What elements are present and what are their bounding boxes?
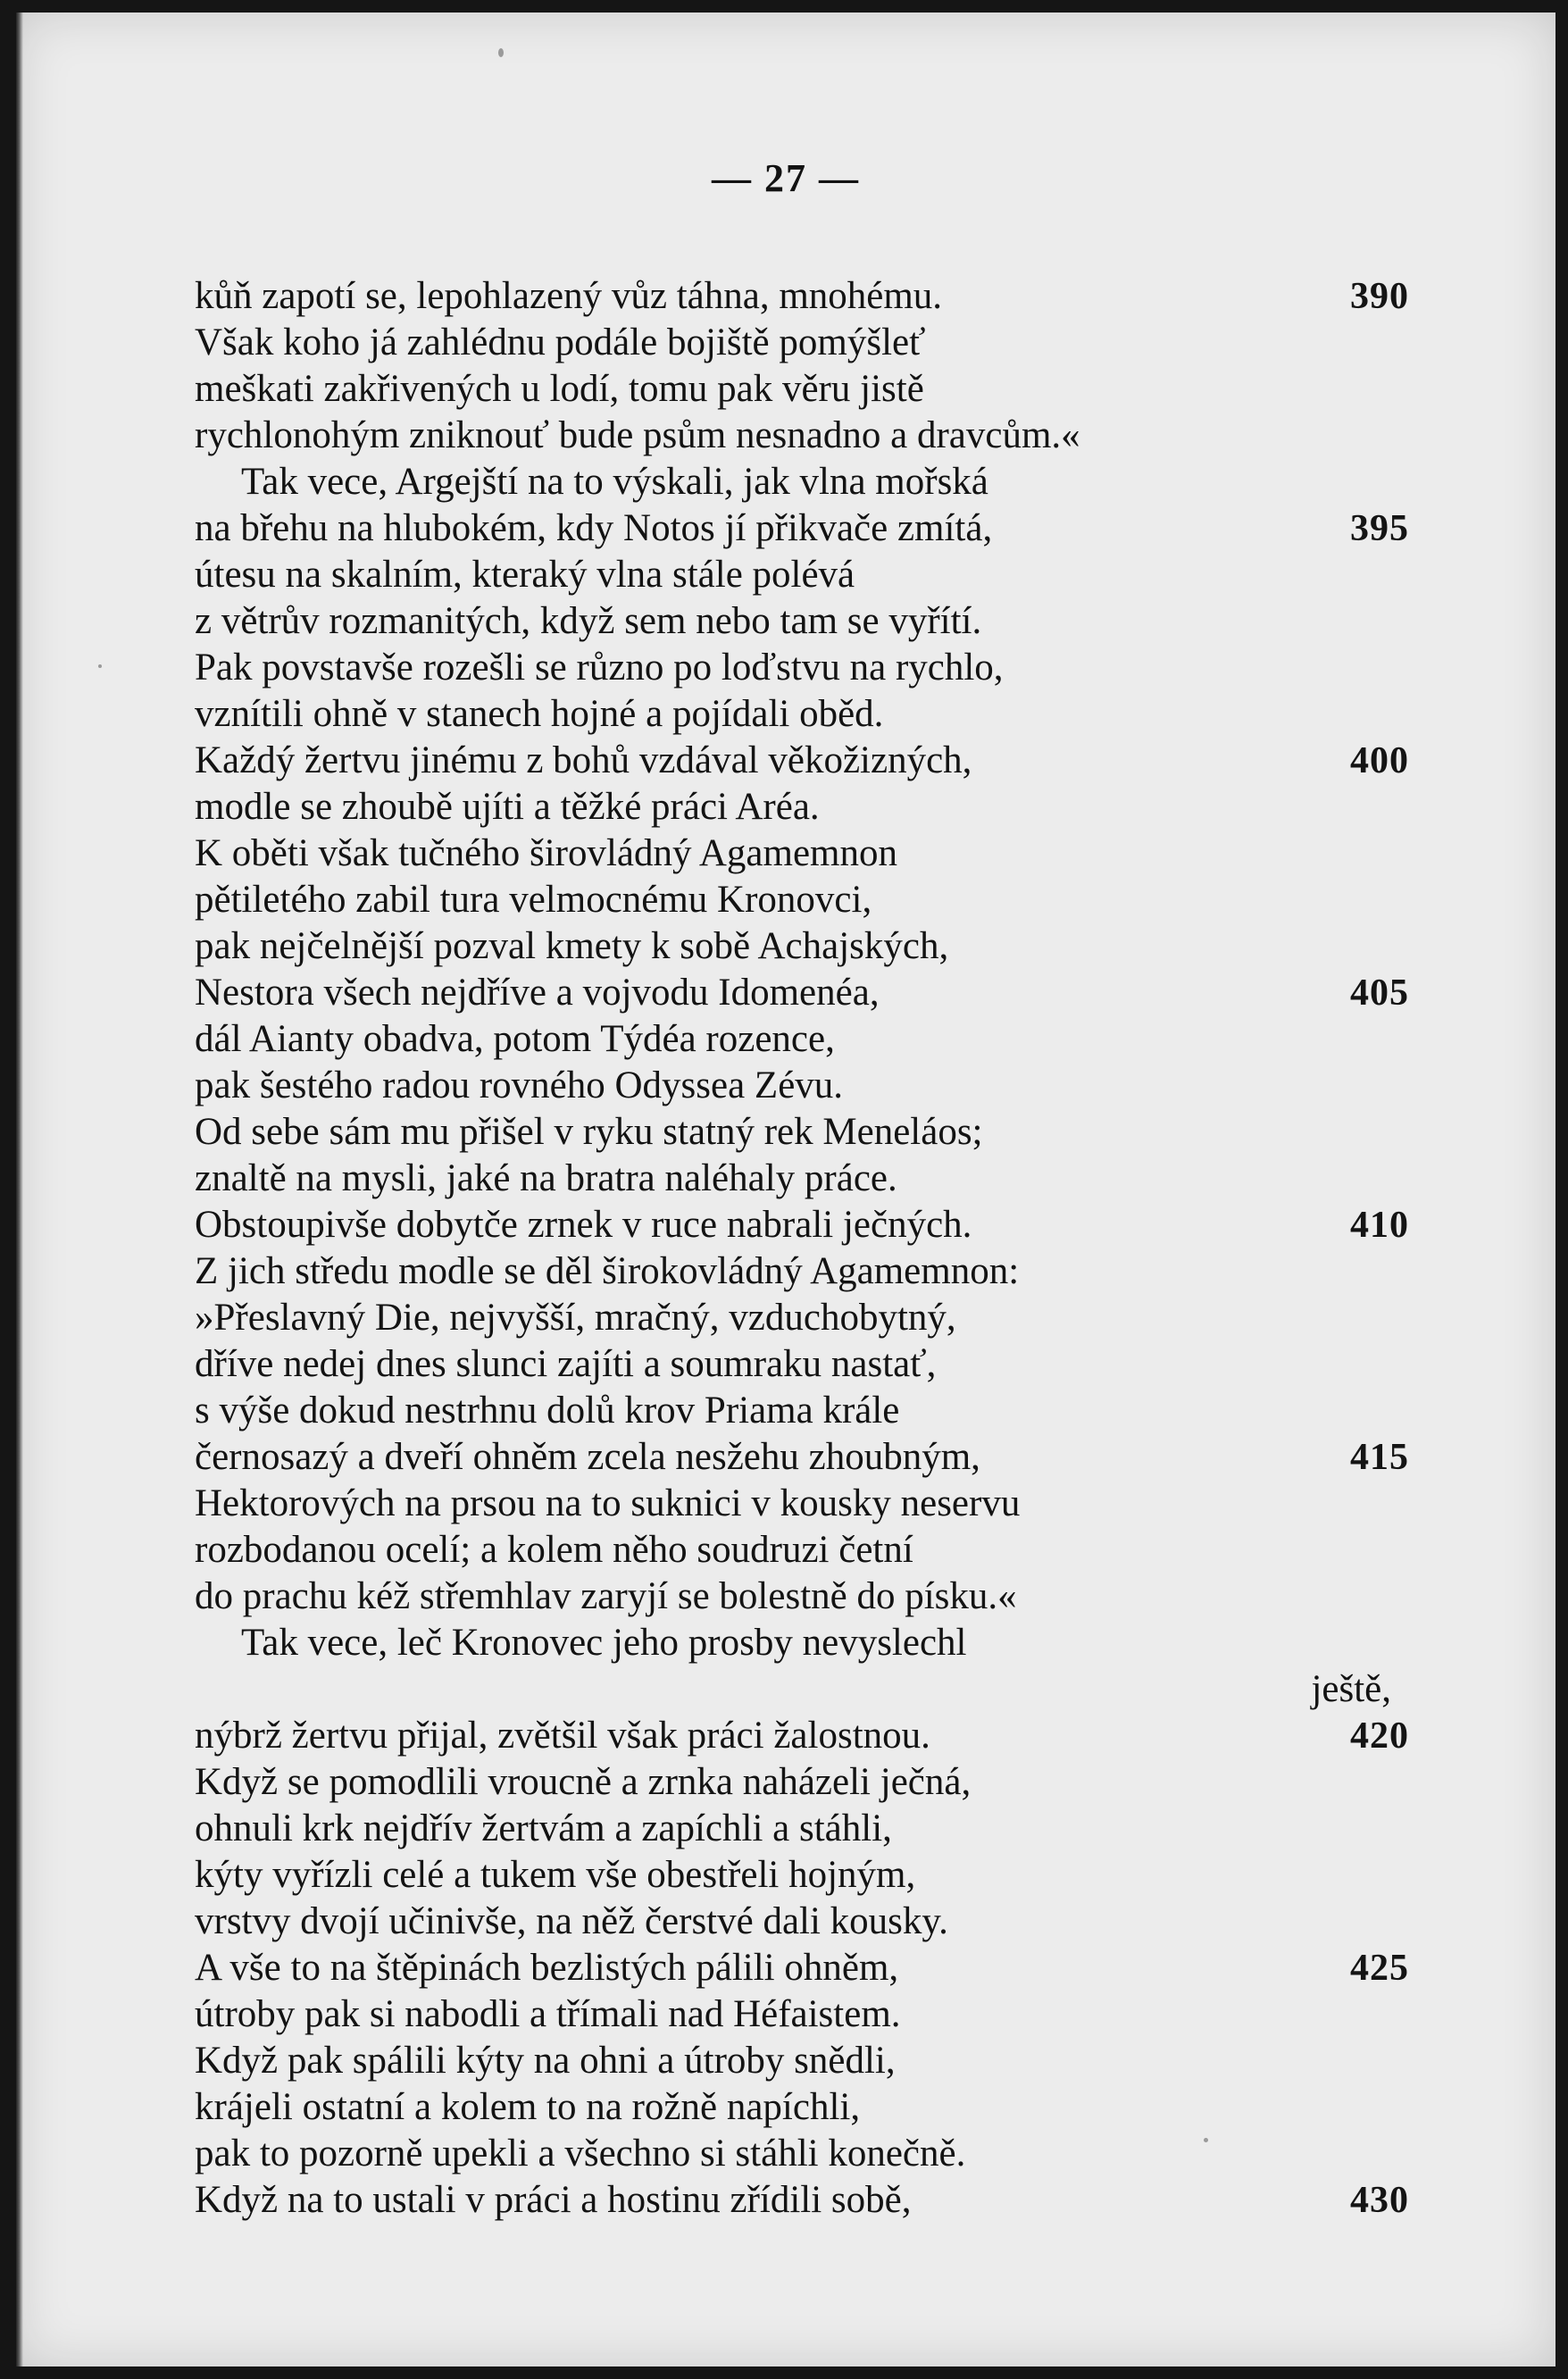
verse-line-text: rozbodanou ocelí; a kolem něho soudruzi četní [195,1529,913,1571]
verse-line-text: kýty vyřízli celé a tukem vše obestřeli hojným, [195,1854,916,1896]
line-number: 415 [1350,1437,1409,1478]
verse-line-text: rychlonohým zniknouť bude psům nesnadno a dravcům.« [195,414,1080,456]
verse-line-text: Obstoupivše dobytče zrnek v ruce nabrali ječných. [195,1204,972,1246]
verse-line-text: krájeli ostatní a kolem to na rožně napíchli, [195,2086,861,2128]
verse-line [195,1899,1391,1945]
verse-line-text: ohnuli krk nejdřív žertvám a zapíchli a stáhli, [195,1807,892,1849]
verse-line [195,784,1391,831]
verse-line-text: útroby pak si nabodli a třímali nad Héfaistem. [195,1993,901,2035]
verse-line [195,1759,1391,1806]
verse-line [195,2177,1409,2224]
verse-line [195,1806,1391,1852]
verse-line [195,691,1391,738]
verse-line [195,738,1409,784]
verse-line-text: z větrův rozmanitých, když sem nebo tam se vyřítí. [195,600,982,642]
verse-line [195,1945,1409,1991]
verse-line [195,1016,1391,1063]
verse-line [195,1481,1391,1527]
verse-line-text: pak šestého radou rovného Odyssea Zévu. [195,1064,844,1106]
verse-line [195,1666,1391,1713]
verse-line [195,598,1391,645]
verse-line-text: Z jich středu modle se děl širokovládný Agamemnon: [195,1250,1020,1292]
verse-line-text: Tak vece, leč Kronovec jeho prosby nevyslechl [241,1622,967,1664]
verse-line [195,1852,1391,1899]
line-number: 390 [1350,276,1409,317]
verse-line [195,320,1391,366]
verse-line [195,1527,1391,1573]
verse-line [195,970,1409,1016]
verse-line-text: meškati zakřivených u lodí, tomu pak věru jistě [195,368,924,410]
line-number: 430 [1350,2180,1409,2221]
verse-line-text: vznítili ohně v stanech hojné a pojídali oběd. [195,693,884,735]
line-number: 395 [1350,508,1409,549]
verse-line-text: Tak vece, Argejští na to výskali, jak vlna mořská [241,461,988,503]
verse-line [195,923,1391,970]
verse-line [195,2038,1391,2084]
line-number: 410 [1350,1205,1409,1246]
verse-line [195,1341,1391,1388]
verse-line [195,505,1409,552]
verse-line [195,459,1391,505]
verse-line [195,1063,1391,1109]
verse-line-text: kůň zapotí se, lepohlazený vůz táhna, mnohému. [195,275,943,317]
verse-line-text: pětiletého zabil tura velmocnému Kronovci, [195,879,872,921]
verse-line-text: na břehu na hlubokém, kdy Notos jí přikvače zmítá, [195,507,993,549]
verse-line [195,645,1391,691]
verse-line [195,1620,1391,1666]
verse-line-text: znaltě na mysli, jaké na bratra naléhaly práce. [195,1157,897,1199]
verse-line-text: nýbrž žertvu přijal, zvětšil však práci žalostnou. [195,1715,930,1757]
verse-line-text: Když se pomodlili vroucně a zrnka naházeli ječná, [195,1761,972,1803]
verse-line-text: Od sebe sám mu přišel v ryku statný rek Meneláos; [195,1111,983,1153]
verse-line-text: dál Aianty obadva, potom Týdéa rozence, [195,1018,835,1060]
paper-speck [498,48,504,57]
verse-line [195,413,1391,459]
verse-line [195,877,1391,923]
paper-speck [98,664,102,668]
verse-line [195,2084,1391,2131]
verse-line-text: K oběti však tučného širovládný Agamemnon [195,832,897,874]
verse-line-text: Pak povstavše rozešli se různo po loďstvu na rychlo, [195,647,1004,689]
verse-line [195,831,1391,877]
verse-line-text: Nestora všech nejdříve a vojvodu Idomenéa, [195,972,880,1014]
verse-line [195,1295,1391,1341]
line-number: 405 [1350,972,1409,1014]
verse-line [195,1434,1409,1481]
verse-line-text: ještě, [1311,1668,1391,1710]
verse-line [195,1573,1391,1620]
verse-line-text: »Přeslavný Die, nejvyšší, mračný, vzduchobytný, [195,1297,956,1339]
verse-line [195,366,1391,413]
poem-text [195,273,1409,2224]
verse-line [195,2131,1391,2177]
line-number: 425 [1350,1948,1409,1989]
verse-line-text: Hektorových na prsou na to suknici v kousky neservu [195,1482,1021,1524]
verse-line-text: vrstvy dvojí učinivše, na něž čerstvé dali kousky. [195,1900,948,1942]
verse-line-text: Každý žertvu jinému z bohů vzdával věkožizných, [195,739,972,781]
line-number: 420 [1350,1715,1409,1757]
verse-line [195,552,1391,598]
verse-line [195,1202,1409,1248]
book-page [16,13,1555,2366]
verse-line-text: pak nejčelnější pozval kmety k sobě Achajských, [195,925,949,967]
verse-line-text: do prachu kéž střemhlav zaryjí se bolestně do písku.« [195,1575,1017,1617]
verse-line-text: s výše dokud nestrhnu dolů krov Priama krále [195,1390,900,1432]
verse-line [195,1156,1391,1202]
verse-line [195,1109,1391,1156]
verse-line-text: A vše to na štěpinách bezlistých pálili ohněm, [195,1947,899,1989]
verse-line [195,1388,1391,1434]
verse-line-text: Však koho já zahlédnu podále bojiště pomýšleť [195,321,926,363]
page-number: — 27 — [712,156,860,200]
verse-line-text: Když pak spálili kýty na ohni a útroby snědli, [195,2040,896,2082]
verse-line-text: černosazý a dveří ohněm zcela nesžehu zhoubným, [195,1436,980,1478]
line-number: 400 [1350,740,1409,781]
verse-line-text: pak to pozorně upekli a všechno si stáhli konečně. [195,2133,966,2174]
verse-line [195,273,1409,320]
verse-line-text: dříve nedej dnes slunci zajíti a soumraku nastať, [195,1343,937,1385]
verse-line [195,1248,1391,1295]
verse-line [195,1713,1409,1759]
verse-line [195,1991,1391,2038]
verse-line-text: modle se zhoubě ujíti a těžké práci Aréa. [195,786,820,828]
verse-line-text: útesu na skalním, kteraký vlna stále polévá [195,554,855,596]
verse-line-text: Když na to ustali v práci a hostinu zřídili sobě, [195,2179,912,2221]
page-left-edge [16,13,23,2366]
